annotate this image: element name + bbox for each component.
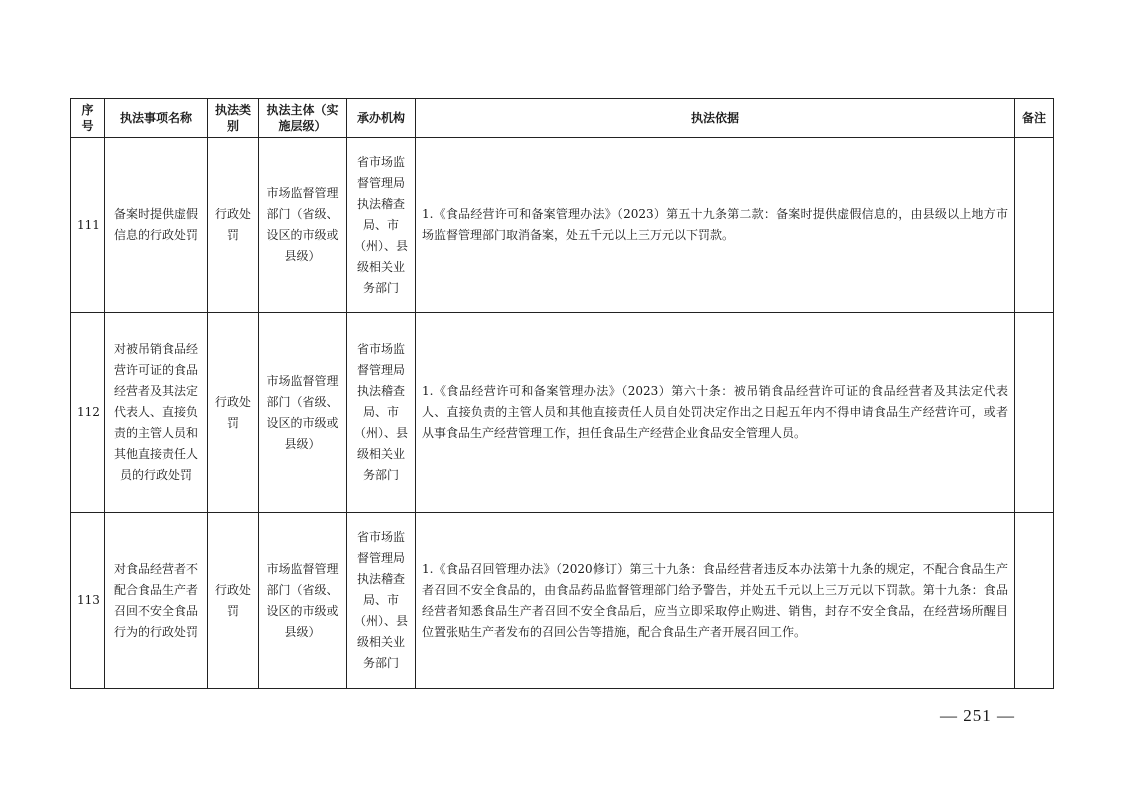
table-row — [71, 138, 1054, 313]
header-no: 序号 — [71, 99, 105, 138]
row-basis: 1.《食品经营许可和备案管理办法》（2023）第六十条：被吊销食品经营许可证的食品经营者及其法定代表人、直接负责的主管人员和其他直接责任人员自处罚决定作出之日起五年内不得申请食品生产经营许可，或者从事食品生产经营管理工作，担任食品生产经营企业食品安全管理人员。 — [416, 313, 1015, 513]
header-category: 执法类别 — [208, 99, 259, 138]
row-category: 行政处罚 — [208, 313, 259, 513]
header-remark: 备注 — [1015, 99, 1054, 138]
header-item: 执法事项名称 — [105, 99, 208, 138]
row-basis: 1.《食品召回管理办法》（2020修订）第三十九条：食品经营者违反本办法第十九条的规定，不配合食品生产者召回不安全食品的，由食品药品监督管理部门给予警告，并处五千元以上三万元以下罚款。第十九条：食品经营者知悉食品生产者召回不安全食品后，应当立即采取停止购进、销售，封存不安全食品，在经营场所醒目位置张贴生产者发布的召回公告等措施，配合食品生产者开展召回工作。 — [416, 513, 1015, 689]
row-basis: 1.《食品经营许可和备案管理办法》（2023）第五十九条第二款：备案时提供虚假信息的，由县级以上地方市场监督管理部门取消备案，处五千元以上三万元以下罚款。 — [416, 138, 1015, 313]
row-subject: 市场监督管理部门（省级、设区的市级或县级） — [259, 513, 347, 689]
row-item: 备案时提供虚假信息的行政处罚 — [105, 138, 208, 313]
row-remark — [1015, 313, 1054, 513]
row-subject: 市场监督管理部门（省级、设区的市级或县级） — [259, 313, 347, 513]
row-agency: 省市场监督管理局执法稽查局、市（州）、县级相关业务部门 — [347, 138, 416, 313]
table-header-row — [71, 99, 1054, 138]
row-category: 行政处罚 — [208, 513, 259, 689]
row-agency: 省市场监督管理局执法稽查局、市（州）、县级相关业务部门 — [347, 313, 416, 513]
row-subject: 市场监督管理部门（省级、设区的市级或县级） — [259, 138, 347, 313]
table-row — [71, 313, 1054, 513]
header-basis: 执法依据 — [416, 99, 1015, 138]
row-item: 对被吊销食品经营许可证的食品经营者及其法定代表人、直接负责的主管人员和其他直接责任人员的行政处罚 — [105, 313, 208, 513]
page-number: — 251 — — [940, 706, 1015, 725]
table-row — [71, 513, 1054, 689]
row-remark — [1015, 138, 1054, 313]
row-agency: 省市场监督管理局执法稽查局、市（州）、县级相关业务部门 — [347, 513, 416, 689]
row-no: 111 — [71, 138, 105, 313]
row-category: 行政处罚 — [208, 138, 259, 313]
row-item: 对食品经营者不配合食品生产者召回不安全食品行为的行政处罚 — [105, 513, 208, 689]
law-enforcement-table — [70, 98, 1054, 689]
row-remark — [1015, 513, 1054, 689]
header-subject: 执法主体（实施层级） — [259, 99, 347, 138]
header-agency: 承办机构 — [347, 99, 416, 138]
row-no: 113 — [71, 513, 105, 689]
row-no: 112 — [71, 313, 105, 513]
